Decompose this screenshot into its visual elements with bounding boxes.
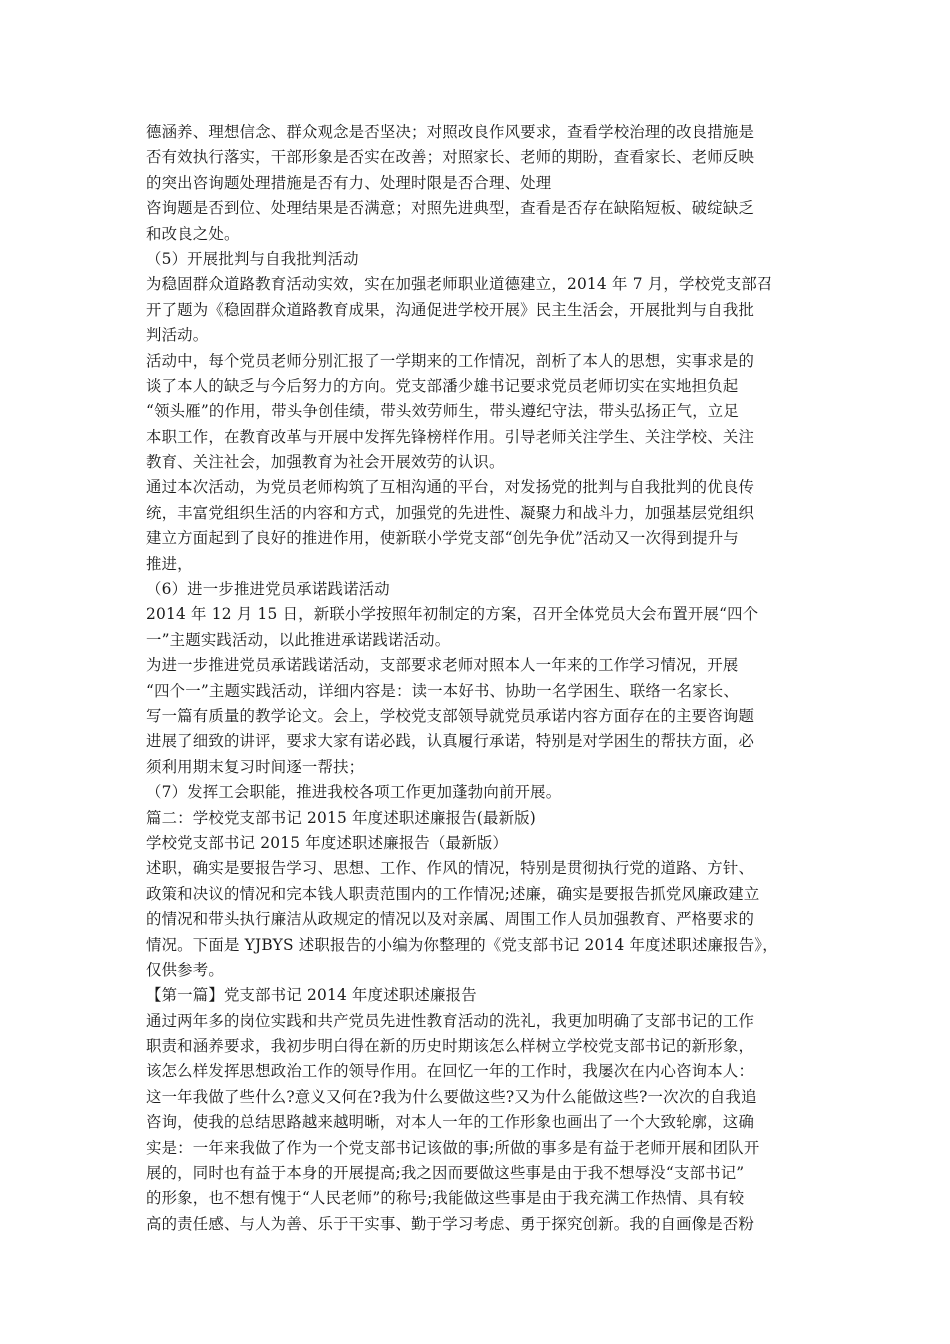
text-line: 情况。下面是 YJBYS 述职报告的小编为你整理的《党支部书记 2014 年度述职述廉报告》， [146,935,778,954]
text-line: 咨询，使我的总结思路越来越明晰，对本人一年的工作形象也画出了一个大致轮廓，这确 [146,1113,755,1132]
text-line: 2014 年 12 月 15 日，新联小学按照年初制定的方案，召开全体党员大会布置开展“四个 [146,605,759,624]
text-line: 一”主题实践活动，以此推进承诺践诺活动。 [146,630,451,649]
text-line: “领头雁”的作用，带头争创佳绩，带头效劳师生，带头遵纪守法，带头弘扬正气，立足 [146,402,739,421]
text-line: 展的，同时也有益于本身的开展提高;我之因而要做这些事是由于我不想辱没“支部书记” [146,1164,745,1183]
text-line: 判活动。 [146,326,209,345]
text-line: 的情况和带头执行廉洁从政规定的情况以及对亲属、周围工作人员加强教育、严格要求的 [146,910,755,929]
text-line: 为进一步推进党员承诺践诺活动，支部要求老师对照本人一年来的工作学习情况，开展 [146,656,739,675]
text-line: 学校党支部书记 2015 年度述职述廉报告（最新版） [146,833,508,852]
text-line: 篇二：学校党支部书记 2015 年度述职述廉报告(最新版) [146,808,536,827]
text-line: 开了题为《稳固群众道路教育成果，沟通促进学校开展》民主生活会，开展批判与自我批 [146,300,755,319]
document-body [146,120,810,1237]
text-line: 政策和决议的情况和完本钱人职责范围内的工作情况;述廉，确实是要报告抓党风廉政建立 [146,884,760,903]
text-line: 这一年我做了些什么?意义又何在?我为什么要做这些?又为什么能做这些?一次次的自我追 [146,1087,757,1106]
text-line: 写一篇有质量的教学论文。会上，学校党支部领导就党员承诺内容方面存在的主要咨询题 [146,706,755,725]
text-line: 咨询题是否到位、处理结果是否满意；对照先进典型，查看是否存在缺陷短板、破绽缺乏 [146,199,755,218]
text-line: 通过两年多的岗位实践和共产党员先进性教育活动的洗礼，我更加明确了支部书记的工作 [146,1011,755,1030]
text-line: 仅供参考。 [146,960,224,979]
text-line: 教育、关注社会，加强教育为社会开展效劳的认识。 [146,453,505,472]
text-line: 推进， [146,554,193,573]
text-line: 建立方面起到了良好的推进作用，使新联小学党支部“创先争优”活动又一次得到提升与 [146,529,739,548]
text-line: 本职工作，在教育改革与开展中发挥先锋榜样作用。引导老师关注学生、关注学校、关注 [146,427,755,446]
text-line: 否有效执行落实，干部形象是否实在改善；对照家长、老师的期盼，查看家长、老师反映 [146,148,755,167]
text-line: 该怎么样发挥思想政治工作的领导作用。在回忆一年的工作时，我屡次在内心咨询本人： [146,1062,755,1081]
text-line: （6）进一步推进党员承诺践诺活动 [146,580,390,599]
text-line: 为稳固群众道路教育活动实效，实在加强老师职业道德建立，2014 年 7 月，学校党支部召 [146,275,773,294]
text-line: 须利用期末复习时间逐一帮扶； [146,757,365,776]
text-line: 实是：一年来我做了作为一个党支部书记该做的事;所做的事多是有益于老师开展和团队开 [146,1138,760,1157]
text-line: 进展了细致的讲评，要求大家有诺必践，认真履行承诺，特别是对学困生的帮扶方面，必 [146,732,755,751]
text-line: 通过本次活动，为党员老师构筑了互相沟通的平台，对发扬党的批判与自我批判的优良传 [146,478,755,497]
text-line: 高的责任感、与人为善、乐于干实事、勤于学习考虑、勇于探究创新。我的自画像是否粉 [146,1214,755,1233]
text-line: 谈了本人的缺乏与今后努力的方向。党支部潘少雄书记要求党员老师切实在实地担负起 [146,376,739,395]
text-line: 活动中，每个党员老师分别汇报了一学期来的工作情况，剖析了本人的思想，实事求是的 [146,351,755,370]
text-line: 的形象，也不想有愧于“人民老师”的称号;我能做这些事是由于我充满工作热情、具有较 [146,1189,745,1208]
text-line: “四个一”主题实践活动，详细内容是：读一本好书、协助一名学困生、联络一名家长、 [146,681,739,700]
text-line: 的突出咨询题处理措施是否有力、处理时限是否合理、处理 [146,173,552,192]
text-line: 和改良之处。 [146,224,240,243]
text-line: 述职，确实是要报告学习、思想、工作、作风的情况，特别是贯彻执行党的道路、方针、 [146,859,755,878]
text-line: 德涵养、理想信念、群众观念是否坚决；对照改良作风要求，查看学校治理的改良措施是 [146,123,755,141]
text-line: 统，丰富党组织生活的内容和方式，加强党的先进性、凝聚力和战斗力，加强基层党组织 [146,503,755,522]
text-line: 【第一篇】党支部书记 2014 年度述职述廉报告 [146,986,477,1005]
text-line: （5）开展批判与自我批判活动 [146,249,359,268]
text-line: 职责和涵养要求，我初步明白得在新的历史时期该怎么样树立学校党支部书记的新形象， [146,1037,755,1056]
text-line: （7）发挥工会职能，推进我校各项工作更加蓬勃向前开展。 [146,783,562,802]
